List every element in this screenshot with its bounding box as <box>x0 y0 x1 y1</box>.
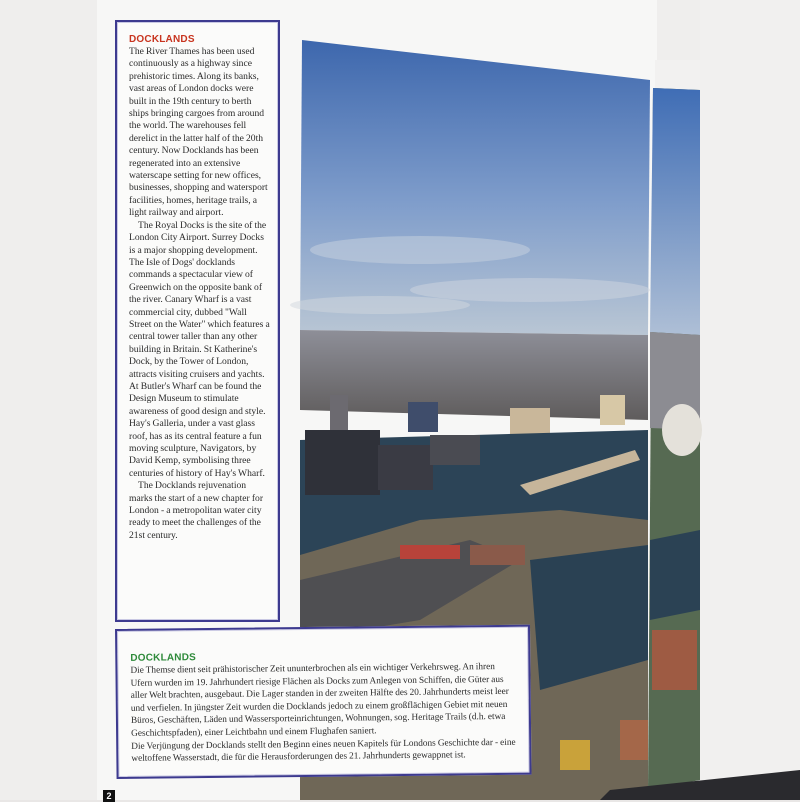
english-paragraph-2: The Royal Docks is the site of the London City Airport. Surrey Docks is a major shopping development. The Isle of Dogs' docklands commands a spectacular view of Greenwich on the opposite bank of the river. Canary Wharf is a vast commercial city, dubbed "Wall Street on the Water" which features a central tower taller than any other building in Britain. St Katherine's Dock, by the Tower of London, attracts visiting cruisers and yachts. At Butler's Wharf can be found the Design Museum to stimulate awareness of good design and style. Hay's Galleria, under a vast glass roof, has as its central feature a fun moving sculpture, Navigators, by David Kemp, symbolising three centuries of history of Hay's Wharf. <box>129 219 270 479</box>
english-paragraph-1: The River Thames has been used continuously as a highway since prehistoric times. Along its banks, vast areas of London docks were built in the 19th century to berth ships bringing cargoes from around the world. The warehouses fell derelict in the latter half of the 20th century. Now Docklands has been regenerated into an extensive waterscape setting for new offices, businesses, shopping and watersport facilities, homes, heritage trails, a light railway and airport. <box>129 46 268 219</box>
english-paragraph-3: The Docklands rejuvenation marks the start of a new chapter for London - a metropolitan water city ready to meet the challenges of the 21st century. <box>129 480 264 541</box>
page-number: 2 <box>103 790 115 802</box>
german-paragraph-2: Die Verjüngung der Docklands stellt den Beginn eines neuen Kapitels für Londons Geschichte dar - eine weltoffene Wasserstadt, die für die Herausforderungen des 21. Jahrhunderts gewappnet ist. <box>131 737 516 764</box>
english-heading: DOCKLANDS <box>129 34 195 45</box>
german-paragraph-1: Die Themse dient seit prähistorischer Zeit ununterbrochen als ein wichtiger Verkehrsweg. An ihren Ufern wurden im 19. Jahrhundert riesige Flächen als Docks zum Anlegen von Schiffen, die Güter aus aller Welt brachten, ausgebaut. Die Lager standen in der zweiten Hälfte des 20. Jahrhunderts meist leer und verfielen. In jüngster Zeit wurden die Docklands jedoch zu einem großflächigen Gebiet mit neuen Büros, Geschäften, Läden und Wassersporteinrichtungen, Wohnungen, sog. Heritage Trails (d.h. etwa Geschichtspfaden), einer Leichtbahn und einem Flughafen saniert. <box>130 662 509 739</box>
german-text-box <box>115 625 532 779</box>
english-text-box <box>115 20 280 622</box>
german-heading: DOCKLANDS <box>130 652 197 664</box>
